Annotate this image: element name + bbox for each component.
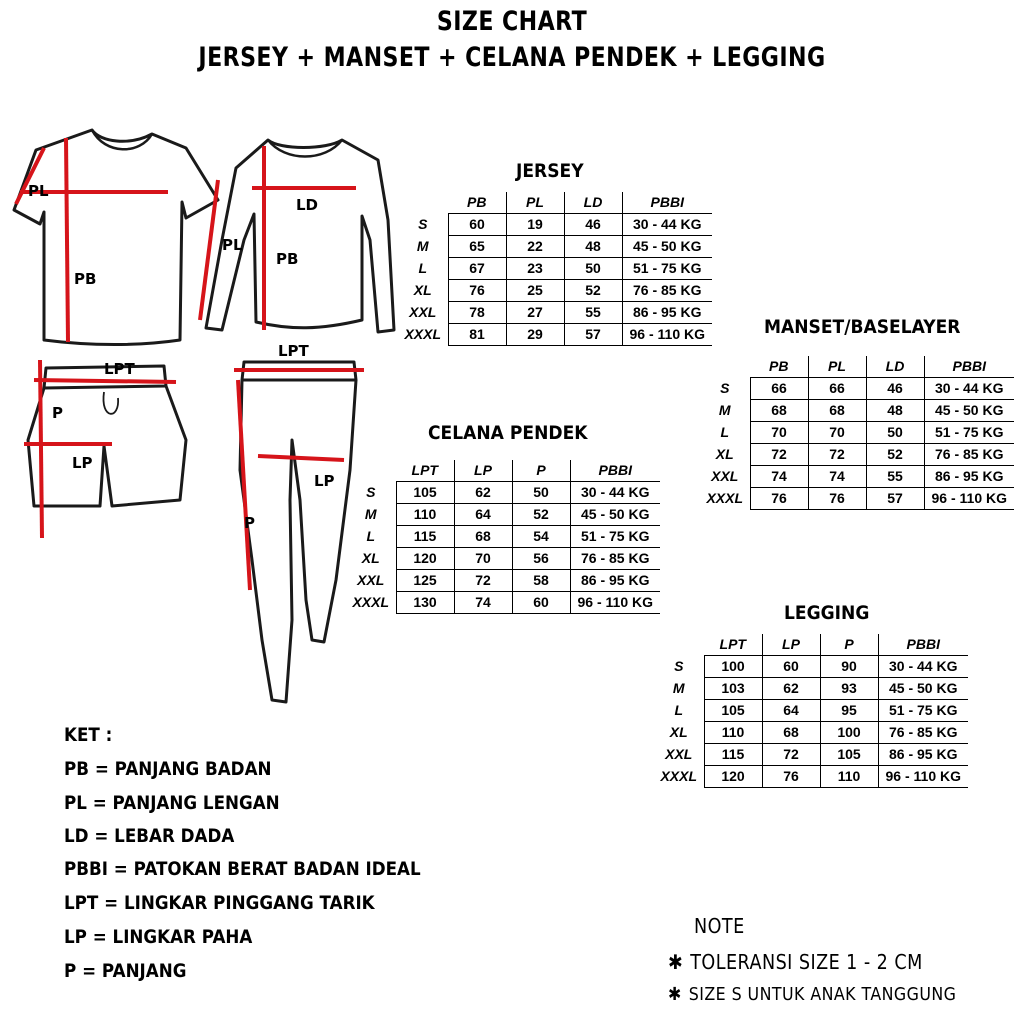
value-cell: 93 [820,677,878,699]
legging-illustration [240,362,356,702]
table-row [700,399,1014,421]
column-header: P [512,460,570,481]
value-cell: 55 [866,465,924,487]
size-cell: S [346,481,396,503]
pbbi-cell: 86 - 95 KG [924,465,1014,487]
legging-table [654,634,968,788]
value-cell: 50 [866,421,924,443]
ket-item: PL = PANJANG LENGAN [64,792,280,814]
value-cell: 70 [750,421,808,443]
size-column-header [398,192,448,213]
value-cell: 74 [808,465,866,487]
table-row [398,301,712,323]
value-cell: 52 [866,443,924,465]
pbbi-cell: 96 - 110 KG [878,765,968,787]
jersey-pb-label: PB [74,270,97,288]
pbbi-cell: 86 - 95 KG [622,301,712,323]
value-cell: 76 [762,765,820,787]
chart-title: SIZE CHART [436,6,588,37]
value-cell: 74 [750,465,808,487]
shorts-illustration [28,366,186,506]
ket-item: PBBI = PATOKAN BERAT BADAN IDEAL [64,858,421,880]
chart-subtitle: JERSEY + MANSET + CELANA PENDEK + LEGGING [198,42,826,73]
size-cell: XL [654,721,704,743]
legging-lp-label: LP [314,472,335,490]
table-row [654,699,968,721]
shorts-lp-label: LP [72,454,93,472]
column-header: PBBI [878,634,968,655]
value-cell: 25 [506,279,564,301]
value-cell: 66 [808,377,866,399]
pbbi-cell: 51 - 75 KG [622,257,712,279]
column-header: LP [454,460,512,481]
column-header: PBBI [924,356,1014,377]
size-cell: L [346,525,396,547]
pbbi-cell: 86 - 95 KG [878,743,968,765]
table-row [346,547,660,569]
size-column-header [346,460,396,481]
value-cell: 50 [564,257,622,279]
value-cell: 70 [808,421,866,443]
size-cell: S [398,213,448,235]
pbbi-cell: 51 - 75 KG [570,525,660,547]
value-cell: 130 [396,591,454,613]
pbbi-cell: 30 - 44 KG [622,213,712,235]
value-cell: 62 [454,481,512,503]
value-cell: 19 [506,213,564,235]
value-cell: 22 [506,235,564,257]
size-cell: XL [346,547,396,569]
ket-heading: KET : [64,724,113,746]
pbbi-cell: 86 - 95 KG [570,569,660,591]
note-item [668,984,956,1005]
value-cell: 68 [808,399,866,421]
jersey-table [398,192,712,346]
jersey-measure-lines [16,138,168,342]
value-cell: 54 [512,525,570,547]
value-cell: 56 [512,547,570,569]
legging-measure-lines [234,370,364,590]
value-cell: 27 [506,301,564,323]
value-cell: 68 [454,525,512,547]
value-cell: 62 [762,677,820,699]
size-cell: XXXL [398,323,448,345]
pbbi-cell: 76 - 85 KG [622,279,712,301]
value-cell: 64 [454,503,512,525]
size-cell: M [654,677,704,699]
manset-ld-label: LD [296,196,319,214]
pbbi-cell: 45 - 50 KG [622,235,712,257]
value-cell: 29 [506,323,564,345]
size-cell: M [700,399,750,421]
table-row [700,443,1014,465]
pbbi-cell: 51 - 75 KG [878,699,968,721]
table-row [346,503,660,525]
value-cell: 64 [762,699,820,721]
value-cell: 76 [750,487,808,509]
size-cell: XL [700,443,750,465]
legging-lpt-label: LPT [278,342,309,360]
value-cell: 46 [866,377,924,399]
table-row [346,569,660,591]
size-cell: XL [398,279,448,301]
size-cell: M [346,503,396,525]
pbbi-cell: 30 - 44 KG [570,481,660,503]
value-cell: 105 [396,481,454,503]
size-cell: XXXL [654,765,704,787]
value-cell: 115 [396,525,454,547]
size-cell: L [654,699,704,721]
manset-table [700,356,1014,510]
table-row [346,525,660,547]
table-row [700,421,1014,443]
value-cell: 58 [512,569,570,591]
size-cell: M [398,235,448,257]
table-row [398,323,712,345]
value-cell: 72 [762,743,820,765]
pbbi-cell: 30 - 44 KG [924,377,1014,399]
asterisk-icon: ✱ [668,950,684,974]
ket-item: PB = PANJANG BADAN [64,758,272,780]
jersey-title: JERSEY [516,160,584,182]
value-cell: 105 [820,743,878,765]
value-cell: 100 [820,721,878,743]
pbbi-cell: 51 - 75 KG [924,421,1014,443]
pbbi-cell: 76 - 85 KG [878,721,968,743]
shorts-lpt-label: LPT [104,360,135,378]
legging-p-label: P [244,514,255,532]
table-row [346,591,660,613]
value-cell: 100 [704,655,762,677]
value-cell: 76 [808,487,866,509]
value-cell: 90 [820,655,878,677]
pbbi-cell: 96 - 110 KG [622,323,712,345]
pbbi-cell: 45 - 50 KG [570,503,660,525]
table-row [700,465,1014,487]
table-row [654,743,968,765]
table-row [398,257,712,279]
size-column-header [700,356,750,377]
value-cell: 50 [512,481,570,503]
value-cell: 52 [564,279,622,301]
table-row [700,487,1014,509]
value-cell: 55 [564,301,622,323]
value-cell: 81 [448,323,506,345]
value-cell: 66 [750,377,808,399]
ket-item: LPT = LINGKAR PINGGANG TARIK [64,892,375,914]
column-header: LP [762,634,820,655]
table-row [398,213,712,235]
ket-item: P = PANJANG [64,960,187,982]
value-cell: 110 [820,765,878,787]
manset-title: MANSET/BASELAYER [764,316,961,338]
table-row [700,377,1014,399]
celana-table [346,460,660,614]
ket-item: LP = LINGKAR PAHA [64,926,253,948]
size-cell: XXL [654,743,704,765]
table-row [654,655,968,677]
table-row [654,721,968,743]
jersey-illustration [14,130,218,345]
value-cell: 120 [396,547,454,569]
pbbi-cell: 45 - 50 KG [924,399,1014,421]
value-cell: 76 [448,279,506,301]
value-cell: 57 [564,323,622,345]
value-cell: 68 [762,721,820,743]
table-header-row [398,192,712,213]
value-cell: 72 [808,443,866,465]
value-cell: 78 [448,301,506,323]
value-cell: 110 [396,503,454,525]
table-row [654,677,968,699]
ket-item: LD = LEBAR DADA [64,825,235,847]
column-header: LPT [704,634,762,655]
column-header: PL [506,192,564,213]
column-header: LD [564,192,622,213]
table-row [346,481,660,503]
pbbi-cell: 76 - 85 KG [924,443,1014,465]
table-row [398,279,712,301]
manset-pb-label: PB [276,250,299,268]
value-cell: 105 [704,699,762,721]
note-item [668,950,923,974]
value-cell: 67 [448,257,506,279]
value-cell: 52 [512,503,570,525]
column-header: LD [866,356,924,377]
pbbi-cell: 76 - 85 KG [570,547,660,569]
value-cell: 57 [866,487,924,509]
value-cell: 125 [396,569,454,591]
column-header: PBBI [570,460,660,481]
asterisk-icon: ✱ [668,984,682,1005]
table-header-row [654,634,968,655]
column-header: P [820,634,878,655]
value-cell: 48 [866,399,924,421]
size-cell: XXL [398,301,448,323]
note-text: TOLERANSI SIZE 1 - 2 CM [690,950,923,974]
value-cell: 48 [564,235,622,257]
pbbi-cell: 96 - 110 KG [570,591,660,613]
manset-pl-label: PL [222,236,243,254]
value-cell: 60 [762,655,820,677]
value-cell: 120 [704,765,762,787]
value-cell: 65 [448,235,506,257]
table-row [398,235,712,257]
table-row [654,765,968,787]
size-cell: S [700,377,750,399]
pbbi-cell: 45 - 50 KG [878,677,968,699]
note-text: SIZE S UNTUK ANAK TANGGUNG [688,984,957,1005]
value-cell: 72 [750,443,808,465]
shorts-p-label: P [52,404,63,422]
value-cell: 70 [454,547,512,569]
value-cell: 60 [512,591,570,613]
legging-title: LEGGING [784,602,870,624]
celana-title: CELANA PENDEK [428,422,588,444]
size-cell: L [398,257,448,279]
size-cell: S [654,655,704,677]
size-cell: XXXL [346,591,396,613]
table-header-row [700,356,1014,377]
value-cell: 68 [750,399,808,421]
size-column-header [654,634,704,655]
column-header: LPT [396,460,454,481]
size-cell: L [700,421,750,443]
value-cell: 46 [564,213,622,235]
value-cell: 110 [704,721,762,743]
note-heading: NOTE [694,914,745,938]
size-cell: XXL [346,569,396,591]
value-cell: 23 [506,257,564,279]
column-header: PBBI [622,192,712,213]
value-cell: 103 [704,677,762,699]
column-header: PB [750,356,808,377]
size-cell: XXXL [700,487,750,509]
pbbi-cell: 96 - 110 KG [924,487,1014,509]
jersey-pl-label: PL [28,182,49,200]
value-cell: 95 [820,699,878,721]
column-header: PB [448,192,506,213]
value-cell: 60 [448,213,506,235]
value-cell: 72 [454,569,512,591]
size-cell: XXL [700,465,750,487]
value-cell: 74 [454,591,512,613]
column-header: PL [808,356,866,377]
value-cell: 115 [704,743,762,765]
pbbi-cell: 30 - 44 KG [878,655,968,677]
table-header-row [346,460,660,481]
